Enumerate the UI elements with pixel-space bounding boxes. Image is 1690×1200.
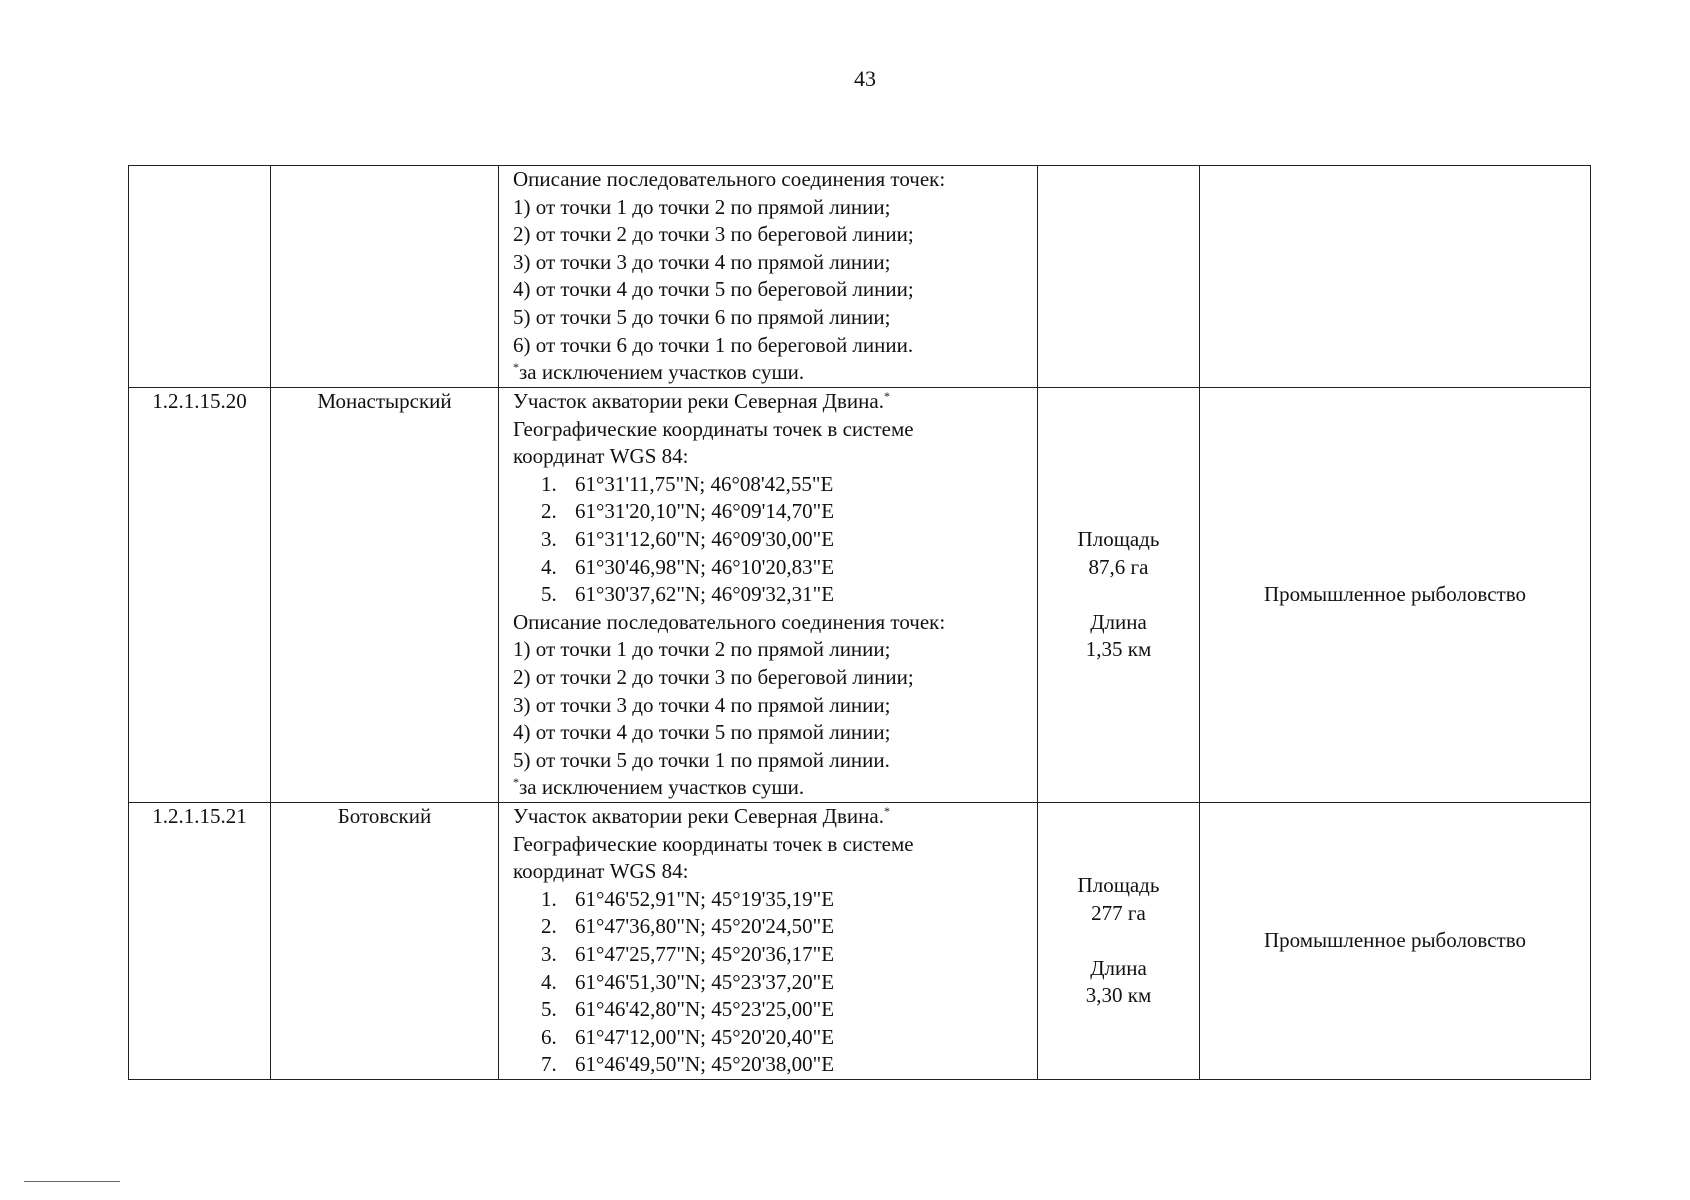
area-title: Участок акватории реки Северная Двина.* [513, 804, 890, 828]
footnote: *за исключением участков суши. [513, 775, 805, 800]
connection-line: 5) от точки 5 до точки 1 по прямой линии. [513, 747, 890, 772]
connection-line: 6) от точки 6 до точки 1 по береговой линии. [513, 332, 914, 357]
connection-line: 4) от точки 4 до точки 5 по береговой линии; [513, 277, 914, 302]
purpose-cell [1200, 166, 1591, 388]
area-label: Площадь [1077, 527, 1160, 552]
footnote: *за исключением участков суши. [513, 360, 805, 385]
connection-line: 3) от точки 3 до точки 4 по прямой линии; [513, 692, 891, 717]
length-label: Длина [1090, 955, 1147, 980]
purpose-cell: Промышленное рыболовство [1200, 803, 1591, 1080]
footnote-mark: * [513, 775, 519, 790]
coordinate-item: 4. 61°30'46,98"N; 46°10'20,83"E [541, 554, 835, 579]
footnote-mark: * [883, 804, 890, 818]
description-cell [499, 803, 1038, 1080]
connection-line: 1) от точки 1 до точки 2 по прямой линии; [513, 194, 891, 219]
footnote-mark: * [883, 389, 890, 403]
connection-line: 3) от точки 3 до точки 4 по прямой линии; [513, 249, 891, 274]
footnote-mark: * [513, 360, 519, 375]
id-cell: 1.2.1.15.21 [129, 803, 271, 1080]
coords-intro: координат WGS 84: [513, 859, 689, 884]
coordinate-item: 2. 61°31'20,10"N; 46°09'14,70"E [541, 499, 835, 524]
connection-title: Описание последовательного соединения точек: [513, 609, 946, 634]
coords-intro: Географические координаты точек в системе [513, 831, 914, 856]
name-cell [271, 166, 499, 388]
table-row [129, 388, 1591, 803]
coordinate-item: 4. 61°46'51,30"N; 45°23'37,20"E [541, 969, 835, 994]
coordinate-item: 5. 61°30'37,62"N; 46°09'32,31"E [541, 582, 835, 607]
area-title: Участок акватории реки Северная Двина.* [513, 389, 890, 413]
connection-line: 4) от точки 4 до точки 5 по прямой линии; [513, 720, 891, 745]
coords-intro: Географические координаты точек в системе [513, 416, 914, 441]
table-row [129, 166, 1591, 388]
length-value: 1,35 км [1085, 637, 1152, 662]
page-number: 43 [854, 66, 876, 91]
purpose-cell: Промышленное рыболовство [1200, 388, 1591, 803]
id-cell: 1.2.1.15.20 [129, 388, 271, 803]
description-cell [499, 388, 1038, 803]
footnote-divider [24, 1181, 120, 1182]
coordinate-item: 3. 61°31'12,60"N; 46°09'30,00"E [541, 526, 835, 551]
table-row [129, 803, 1591, 1080]
connection-title: Описание последовательного соединения точек: [513, 167, 946, 191]
name-cell: Монастырский [271, 388, 499, 803]
connection-line: 2) от точки 2 до точки 3 по береговой линии; [513, 222, 914, 247]
connection-line: 1) от точки 1 до точки 2 по прямой линии; [513, 637, 891, 662]
coordinate-item: 5. 61°46'42,80"N; 45°23'25,00"E [541, 997, 835, 1022]
coordinate-item: 2. 61°47'36,80"N; 45°20'24,50"E [541, 914, 835, 939]
area-value: 87,6 га [1088, 554, 1149, 579]
connection-line: 5) от точки 5 до точки 6 по прямой линии; [513, 304, 891, 329]
connection-line: 2) от точки 2 до точки 3 по береговой линии; [513, 664, 914, 689]
parameters-cell [1038, 388, 1200, 803]
coordinate-item: 6. 61°47'12,00"N; 45°20'20,40"E [541, 1024, 835, 1049]
fishing-areas-table [128, 165, 1591, 1080]
length-value: 3,30 км [1085, 983, 1152, 1008]
id-cell [129, 166, 271, 388]
parameters-cell [1038, 803, 1200, 1080]
coordinate-item: 1. 61°46'52,91"N; 45°19'35,19"E [541, 886, 835, 911]
coordinate-item: 3. 61°47'25,77"N; 45°20'36,17"E [541, 941, 835, 966]
area-label: Площадь [1077, 873, 1160, 898]
parameters-cell [1038, 166, 1200, 388]
coordinate-item: 7. 61°46'49,50"N; 45°20'38,00"E [541, 1052, 835, 1077]
coords-intro: координат WGS 84: [513, 444, 689, 469]
coordinate-item: 1. 61°31'11,75"N; 46°08'42,55"E [541, 471, 834, 496]
name-cell: Ботовский [271, 803, 499, 1080]
description-cell [499, 166, 1038, 388]
area-value: 277 га [1091, 900, 1146, 925]
length-label: Длина [1090, 609, 1147, 634]
